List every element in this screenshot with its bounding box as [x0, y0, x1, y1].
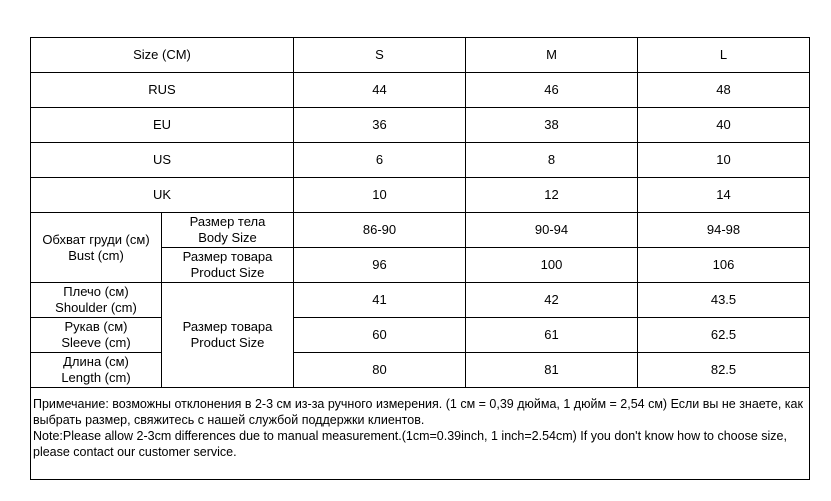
shoulder-row [31, 283, 810, 318]
uk-label: UK [31, 178, 294, 213]
uk-l: 14 [638, 178, 810, 213]
us-row [31, 143, 810, 178]
body-size-label-en: Body Size [198, 230, 257, 245]
bust-product-size-label-ru: Размер товара [182, 249, 273, 264]
bust-label-ru: Обхват груди (см) [42, 231, 150, 247]
rus-row [31, 73, 810, 108]
rus-l: 48 [638, 73, 810, 108]
us-label: US [31, 143, 294, 178]
sleeve-l: 62.5 [638, 318, 810, 353]
uk-row [31, 178, 810, 213]
eu-l: 40 [638, 108, 810, 143]
length-m: 81 [466, 353, 638, 388]
uk-m: 12 [466, 178, 638, 213]
bust-body-s: 86-90 [294, 213, 466, 248]
bust-product-size-label [162, 248, 294, 283]
length-l: 82.5 [638, 353, 810, 388]
rus-m: 46 [466, 73, 638, 108]
length-row [31, 353, 810, 388]
bust-label-en: Bust (cm) [68, 247, 124, 263]
bust-body-row [31, 213, 810, 248]
size-s-header: S [294, 38, 466, 73]
sleeve-label-en: Sleeve (cm) [61, 335, 131, 350]
us-m: 8 [466, 143, 638, 178]
shoulder-l: 43.5 [638, 283, 810, 318]
eu-row [31, 108, 810, 143]
shoulder-label-en: Shoulder (cm) [55, 300, 137, 315]
note-en: Note:Please allow 2-3cm differences due to manual measurement.(1cm=0.39inch, 1 inch=2.54cm) If you don't know how to choose size, please contact our customer service. [33, 429, 787, 459]
us-s: 6 [294, 143, 466, 178]
measurements-product-size-label-ru: Размер товара [182, 319, 273, 334]
shoulder-label-ru: Плечо (см) [63, 284, 129, 299]
length-s: 80 [294, 353, 466, 388]
us-l: 10 [638, 143, 810, 178]
bust-body-m: 90-94 [466, 213, 638, 248]
length-label [31, 353, 162, 388]
note-cell [31, 388, 810, 480]
measurements-product-size-label-en: Product Size [190, 335, 265, 350]
size-chart-table [30, 37, 810, 480]
bust-product-l: 106 [638, 248, 810, 283]
body-size-label-ru: Размер тела [189, 214, 266, 229]
eu-label: EU [31, 108, 294, 143]
size-cm-header: Size (CM) [31, 38, 294, 73]
length-label-en: Length (cm) [61, 370, 131, 385]
sleeve-s: 60 [294, 318, 466, 353]
sleeve-row [31, 318, 810, 353]
measurements-product-size-label [162, 283, 294, 388]
uk-s: 10 [294, 178, 466, 213]
bust-label [31, 213, 162, 283]
rus-label: RUS [31, 73, 294, 108]
header-row [31, 38, 810, 73]
rus-s: 44 [294, 73, 466, 108]
note-ru: Примечание: возможны отклонения в 2-3 см из-за ручного измерения. (1 см = 0,39 дюйма, 1 дюйм = 2,54 см) Если вы не знаете, как выбрать размер, свяжитесь с нашей службой поддержки клиентов. [33, 397, 803, 427]
size-l-header: L [638, 38, 810, 73]
body-size-label [162, 213, 294, 248]
shoulder-s: 41 [294, 283, 466, 318]
eu-s: 36 [294, 108, 466, 143]
bust-product-s: 96 [294, 248, 466, 283]
sleeve-label-ru: Рукав (см) [64, 319, 128, 334]
bust-product-size-label-en: Product Size [190, 265, 265, 280]
bust-product-m: 100 [466, 248, 638, 283]
shoulder-label [31, 283, 162, 318]
sleeve-label [31, 318, 162, 353]
size-m-header: M [466, 38, 638, 73]
note-row [31, 388, 810, 480]
sleeve-m: 61 [466, 318, 638, 353]
bust-body-l: 94-98 [638, 213, 810, 248]
length-label-ru: Длина (см) [63, 354, 129, 369]
eu-m: 38 [466, 108, 638, 143]
shoulder-m: 42 [466, 283, 638, 318]
